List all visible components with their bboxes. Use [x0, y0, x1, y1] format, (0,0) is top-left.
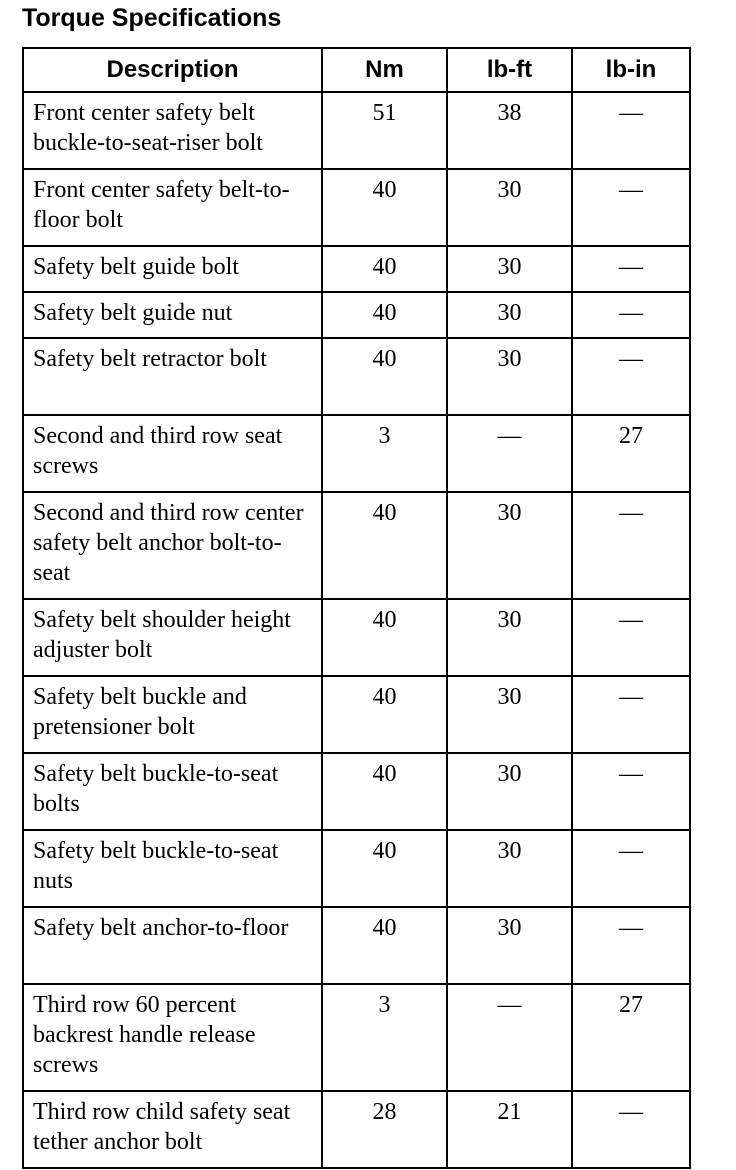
table-row	[23, 415, 690, 492]
table-row	[23, 676, 690, 753]
column-header-description: Description	[23, 48, 322, 92]
table-row	[23, 246, 690, 292]
cell-description: Second and third row center safety belt anchor bolt-to-seat	[23, 492, 322, 599]
cell-lb-in: —	[572, 599, 690, 676]
page-title: Torque Specifications	[22, 4, 282, 32]
table-row	[23, 1091, 690, 1168]
table-row	[23, 492, 690, 599]
table-row	[23, 984, 690, 1091]
cell-lb-ft: 30	[447, 907, 572, 984]
cell-lb-in: —	[572, 338, 690, 415]
cell-lb-ft: 30	[447, 599, 572, 676]
cell-description: Third row child safety seat tether anchor bolt	[23, 1091, 322, 1168]
cell-description: Safety belt guide bolt	[23, 246, 322, 292]
cell-description: Safety belt buckle and pretensioner bolt	[23, 676, 322, 753]
cell-nm: 40	[322, 830, 447, 907]
cell-nm: 3	[322, 984, 447, 1091]
cell-lb-ft: 38	[447, 92, 572, 169]
cell-lb-in: —	[572, 1091, 690, 1168]
table-row	[23, 753, 690, 830]
cell-lb-ft: 30	[447, 676, 572, 753]
cell-lb-ft: 21	[447, 1091, 572, 1168]
table-row	[23, 338, 690, 415]
cell-description: Safety belt guide nut	[23, 292, 322, 338]
cell-lb-ft: —	[447, 415, 572, 492]
cell-description: Third row 60 percent backrest handle release screws	[23, 984, 322, 1091]
table-row	[23, 169, 690, 246]
cell-nm: 40	[322, 338, 447, 415]
cell-lb-ft: 30	[447, 830, 572, 907]
cell-description: Front center safety belt-to-floor bolt	[23, 169, 322, 246]
cell-lb-ft: 30	[447, 338, 572, 415]
cell-nm: 40	[322, 169, 447, 246]
cell-nm: 40	[322, 599, 447, 676]
column-header-lb-in: lb-in	[572, 48, 690, 92]
cell-lb-in: —	[572, 907, 690, 984]
cell-lb-ft: 30	[447, 753, 572, 830]
cell-nm: 40	[322, 492, 447, 599]
table-row	[23, 92, 690, 169]
cell-lb-in: 27	[572, 415, 690, 492]
cell-lb-in: —	[572, 292, 690, 338]
cell-description: Safety belt retractor bolt	[23, 338, 322, 415]
table-header-row	[23, 48, 690, 92]
cell-lb-in: 27	[572, 984, 690, 1091]
cell-description: Safety belt shoulder height adjuster bolt	[23, 599, 322, 676]
cell-description: Safety belt buckle-to-seat nuts	[23, 830, 322, 907]
cell-nm: 40	[322, 753, 447, 830]
cell-nm: 40	[322, 907, 447, 984]
cell-lb-ft: 30	[447, 169, 572, 246]
cell-lb-ft: 30	[447, 246, 572, 292]
column-header-nm: Nm	[322, 48, 447, 92]
cell-description: Safety belt anchor-to-floor	[23, 907, 322, 984]
cell-lb-in: —	[572, 92, 690, 169]
cell-lb-in: —	[572, 169, 690, 246]
cell-nm: 28	[322, 1091, 447, 1168]
cell-nm: 51	[322, 92, 447, 169]
cell-nm: 3	[322, 415, 447, 492]
cell-lb-in: —	[572, 676, 690, 753]
cell-lb-in: —	[572, 830, 690, 907]
cell-description: Safety belt buckle-to-seat bolts	[23, 753, 322, 830]
table-row	[23, 830, 690, 907]
cell-lb-in: —	[572, 753, 690, 830]
table-row	[23, 907, 690, 984]
cell-lb-in: —	[572, 246, 690, 292]
cell-description: Front center safety belt buckle-to-seat-riser bolt	[23, 92, 322, 169]
cell-nm: 40	[322, 246, 447, 292]
cell-lb-in: —	[572, 492, 690, 599]
torque-specifications-table	[22, 47, 691, 1169]
cell-nm: 40	[322, 292, 447, 338]
table-row	[23, 292, 690, 338]
cell-description: Second and third row seat screws	[23, 415, 322, 492]
cell-lb-ft: —	[447, 984, 572, 1091]
cell-lb-ft: 30	[447, 492, 572, 599]
table-row	[23, 599, 690, 676]
cell-lb-ft: 30	[447, 292, 572, 338]
column-header-lb-ft: lb-ft	[447, 48, 572, 92]
cell-nm: 40	[322, 676, 447, 753]
